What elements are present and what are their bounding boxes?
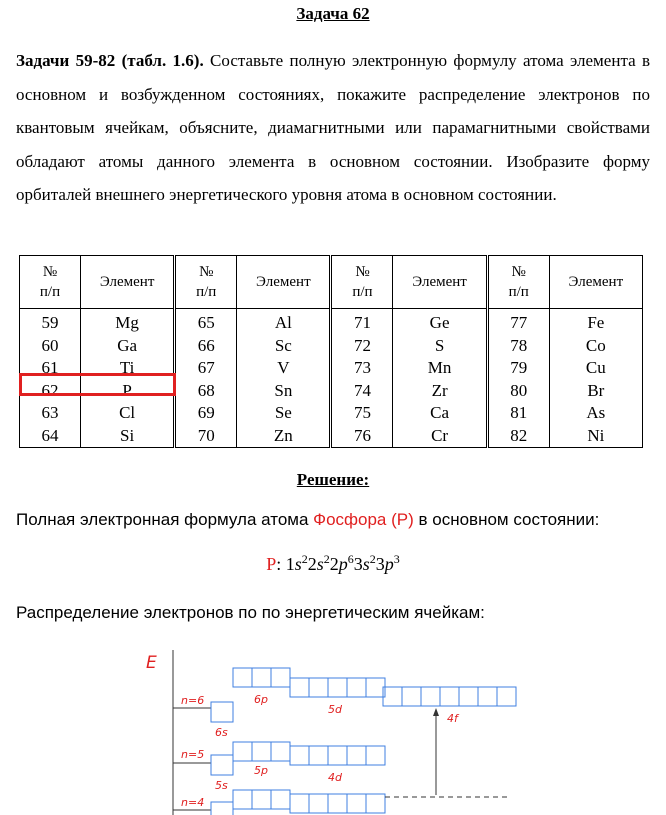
formula-term (354, 554, 376, 574)
cell-number: 65 (175, 309, 237, 335)
term-shell: 1 (285, 554, 295, 574)
sublevel-label-6s: 6s (215, 726, 228, 739)
cell-number: 63 (20, 402, 81, 425)
orbital-cells-4d (290, 746, 385, 765)
formula-intro (16, 510, 599, 530)
cell-number: 68 (175, 380, 237, 403)
cell-element: Ti (81, 357, 175, 380)
cell-element: Cr (393, 425, 487, 448)
formula-term (330, 554, 354, 574)
header-number: № п/п (20, 256, 81, 309)
term-subshell: s (316, 554, 324, 574)
cell-number: 74 (331, 380, 393, 403)
term-electrons: 6 (347, 552, 354, 566)
formula-terms (286, 554, 400, 574)
header-element: Элемент (237, 256, 331, 309)
element-name: Фосфора (P) (313, 510, 414, 529)
sublevel-label-5s: 5s (215, 779, 228, 792)
cell-element: Ca (393, 402, 487, 425)
cell-number: 61 (20, 357, 81, 380)
cell-element: Co (549, 335, 642, 358)
arrow-4f-head (433, 708, 439, 716)
term-shell: 3 (353, 554, 363, 574)
level-label-n4: n=4 (181, 796, 205, 809)
cell-element: Zr (393, 380, 487, 403)
cell-element: Mn (393, 357, 487, 380)
cell-element: P (81, 380, 175, 403)
cell-number: 70 (175, 425, 237, 448)
formula-term (376, 554, 400, 574)
cell-number: 71 (331, 309, 393, 335)
table-row (20, 425, 643, 448)
cell-element: Br (549, 380, 642, 403)
term-electrons: 2 (301, 552, 308, 566)
cell-number: 72 (331, 335, 393, 358)
header-element: Элемент (81, 256, 175, 309)
sublevel-label-4d: 4d (328, 771, 342, 784)
orbital-cell-6s (211, 702, 233, 722)
term-shell: 3 (375, 554, 385, 574)
cell-number: 60 (20, 335, 81, 358)
cell-number: 69 (175, 402, 237, 425)
cell-element: Sn (237, 380, 331, 403)
formula-term (308, 554, 330, 574)
cell-number: 73 (331, 357, 393, 380)
term-electrons: 3 (393, 552, 400, 566)
table-row (20, 335, 643, 358)
term-electrons: 2 (369, 552, 376, 566)
cell-element: Fe (549, 309, 642, 335)
cell-number: 79 (487, 357, 549, 380)
orbital-cell-5s (211, 755, 233, 775)
sublevel-label-5p: 5p (254, 764, 268, 777)
cell-number: 78 (487, 335, 549, 358)
cell-number: 77 (487, 309, 549, 335)
cell-element: Mg (81, 309, 175, 335)
cell-element: Si (81, 425, 175, 448)
cell-element: Ge (393, 309, 487, 335)
table-row (20, 309, 643, 335)
formula-separator: : (276, 554, 286, 574)
table-header-row (20, 256, 643, 309)
cell-element: Ga (81, 335, 175, 358)
term-shell: 2 (329, 554, 339, 574)
cell-element: Ni (549, 425, 642, 448)
cell-number: 80 (487, 380, 549, 403)
orbital-cells-4p (233, 790, 290, 809)
term-shell: 2 (307, 554, 317, 574)
electron-formula (0, 552, 666, 575)
cell-element: As (549, 402, 642, 425)
cell-element: Al (237, 309, 331, 335)
solution-title: Решение: (296, 470, 370, 489)
cell-element: V (237, 357, 331, 380)
orbital-cells-5d (290, 678, 385, 697)
cell-number: 59 (20, 309, 81, 335)
sublevel-label-6p: 6p (254, 693, 268, 706)
header-element: Элемент (393, 256, 487, 309)
orbital-cells-4f (383, 687, 516, 706)
selected-row-highlight (19, 373, 176, 396)
orbital-energy-diagram (0, 640, 666, 815)
formula-intro-after: в основном состоянии: (413, 510, 600, 529)
task-body: Составьте полную электронную формулу атома элемента в основном и возбужденном состояниях, покажите распределение электронов по квантовым ячейкам, объясните, диамагнитными или парамагнитными свойствами обладают атомы данного элемента в основном состоянии. Изобразите форму орбиталей внешнего энергетического уровня атома в основном состоянии. (16, 51, 651, 204)
formula-intro-before: Полная электронная формула атома (16, 510, 314, 529)
task-lead: Задачи 59-82 (табл. 1.6). (16, 51, 204, 70)
cell-number: 81 (487, 402, 549, 425)
cell-element: Sc (237, 335, 331, 358)
elements-table (19, 255, 643, 448)
cell-number: 67 (175, 357, 237, 380)
orbital-cells-6p (233, 668, 290, 687)
cell-number: 66 (175, 335, 237, 358)
sublevel-label-5d: 5d (328, 703, 342, 716)
cell-number: 75 (331, 402, 393, 425)
level-label-n5: n=5 (181, 748, 205, 761)
header-number: № п/п (487, 256, 549, 309)
task-title: Задача 62 (296, 4, 370, 23)
cell-number: 64 (20, 425, 81, 448)
level-label-n6: n=6 (181, 694, 205, 707)
orbital-cells-5p (233, 742, 290, 761)
cell-element: Se (237, 402, 331, 425)
term-subshell: p (384, 554, 394, 574)
cell-number: 82 (487, 425, 549, 448)
table-row (20, 402, 643, 425)
term-subshell: s (294, 554, 302, 574)
formula-symbol: P (266, 554, 277, 574)
term-subshell: p (338, 554, 348, 574)
orbital-cells-4d-lower (290, 794, 385, 813)
cell-element: S (393, 335, 487, 358)
header-number: № п/п (331, 256, 393, 309)
header-element: Элемент (549, 256, 642, 309)
cell-number: 62 (20, 380, 81, 403)
cell-element: Zn (237, 425, 331, 448)
axis-label: E (146, 653, 157, 673)
task-statement (16, 44, 650, 212)
distribution-intro: Распределение электронов по по энергетическим ячейкам: (16, 603, 485, 622)
cell-element: Cu (549, 357, 642, 380)
sublevel-label-4f: 4f (447, 712, 458, 725)
orbital-cell-4s (211, 802, 233, 815)
cell-element: Cl (81, 402, 175, 425)
header-number: № п/п (175, 256, 237, 309)
formula-term (286, 554, 308, 574)
term-subshell: s (362, 554, 370, 574)
cell-number: 76 (331, 425, 393, 448)
term-electrons: 2 (323, 552, 330, 566)
